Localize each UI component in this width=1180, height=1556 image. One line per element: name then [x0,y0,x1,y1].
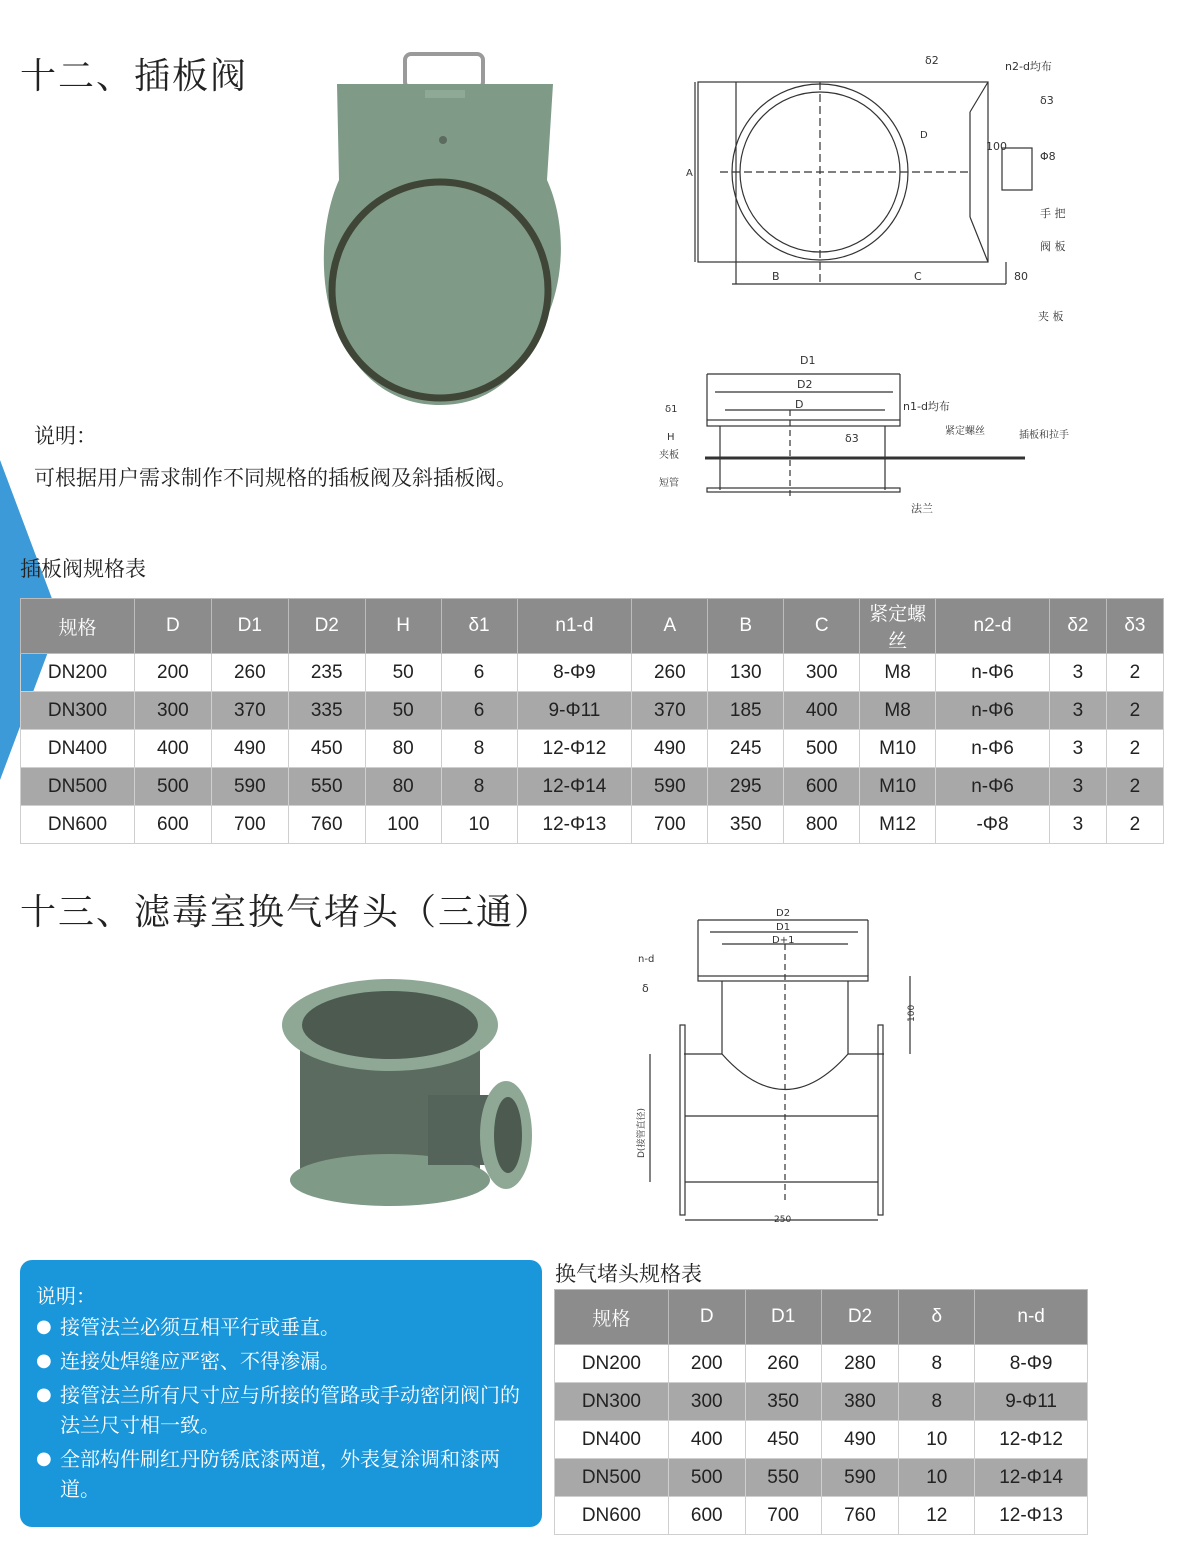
table-cell: n-Φ6 [936,730,1050,768]
table-cell: M8 [860,654,936,692]
label-delta3-side: δ3 [845,432,859,445]
label-A: A [686,168,693,179]
table-cell: 10 [899,1459,975,1497]
table-row [21,730,1164,768]
label-tee-dim250: 250 [774,1215,792,1225]
table-cell: 2 [1106,654,1163,692]
table-cell: 760 [288,806,365,844]
label-tee-delta: δ [642,982,649,995]
label-screw: 紧定螺丝 [945,426,985,437]
section-12-title: 十二、插板阀 [20,56,249,97]
table-cell: 2 [1106,806,1163,844]
table-cell: 12-Φ13 [517,806,632,844]
label-delta3: δ3 [1040,94,1054,107]
table-row [555,1459,1088,1497]
table-cell: DN600 [555,1497,669,1535]
table-header-cell: D [668,1290,745,1345]
table-header-row [21,599,1164,654]
table-cell: 550 [745,1459,821,1497]
table-header-cell: D1 [211,599,288,654]
table-cell: 8 [899,1383,975,1421]
table-cell: DN200 [21,654,135,692]
table-header-cell: n-d [975,1290,1088,1345]
table-cell: 12-Φ12 [517,730,632,768]
table-cell: 12-Φ13 [975,1497,1088,1535]
table-cell: n-Φ6 [936,768,1050,806]
table-cell: 200 [134,654,211,692]
table-row [555,1421,1088,1459]
table-cell: DN300 [21,692,135,730]
table-cell: 550 [288,768,365,806]
table-header-cell: 规格 [555,1290,669,1345]
table-cell: 760 [821,1497,899,1535]
label-delta2: δ2 [925,54,939,67]
table-cell: M10 [860,730,936,768]
table-cell: 200 [668,1345,745,1383]
table-cell: 280 [821,1345,899,1383]
table-cell: 500 [134,768,211,806]
table-cell: 600 [134,806,211,844]
label-tee-dimD: D(接管直径) [637,1108,647,1158]
table-cell: 235 [288,654,365,692]
table-cell: 12-Φ14 [517,768,632,806]
table-header-cell: n1-d [517,599,632,654]
table-cell: n-Φ6 [936,692,1050,730]
label-D2: D2 [797,378,813,391]
table-cell: 100 [365,806,441,844]
label-flange: 法兰 [911,502,933,515]
table-cell: 12 [899,1497,975,1535]
table-cell: M10 [860,768,936,806]
table-cell: 3 [1049,654,1106,692]
section-13-title: 十三、滤毒室换气堵头（三通） [20,892,553,933]
table-cell: 800 [784,806,860,844]
table-cell: 600 [784,768,860,806]
table-cell: 8-Φ9 [975,1345,1088,1383]
table-cell: 350 [745,1383,821,1421]
table-cell: 700 [745,1497,821,1535]
table-cell: 590 [821,1459,899,1497]
table-cell: 80 [365,730,441,768]
label-C: C [914,270,922,283]
table-header-cell: A [632,599,708,654]
table-header-cell: n2-d [936,599,1050,654]
table-header-cell: D2 [288,599,365,654]
table-cell: 300 [668,1383,745,1421]
table-cell: n-Φ6 [936,654,1050,692]
table-cell: 2 [1106,768,1163,806]
table-cell: 80 [365,768,441,806]
table-cell: 3 [1049,692,1106,730]
table-cell: 260 [745,1345,821,1383]
table-cell: 450 [745,1421,821,1459]
table-cell: 245 [708,730,784,768]
tee-notes-list [36,1312,536,1508]
table-cell: 500 [784,730,860,768]
label-clamp-side: 夹板 [659,450,679,461]
table-cell: 10 [441,806,517,844]
table-row [555,1497,1088,1535]
label-pull: 插板和拉手 [1019,430,1069,441]
label-D1: D1 [800,354,816,367]
table-cell: 590 [632,768,708,806]
table-cell: 260 [632,654,708,692]
label-delta1: δ1 [665,404,678,415]
table-cell: 8-Φ9 [517,654,632,692]
table-cell: 3 [1049,806,1106,844]
table-header-cell: D2 [821,1290,899,1345]
table-cell: M12 [860,806,936,844]
label-handle: 手 把 [1040,207,1066,220]
table-cell: 370 [632,692,708,730]
table-cell: DN600 [21,806,135,844]
table-cell: 400 [784,692,860,730]
gate-valve-drawing-top [680,52,1080,332]
table-cell: 6 [441,654,517,692]
label-tee-D2: D2 [776,908,791,919]
table-cell: 295 [708,768,784,806]
table-cell: DN500 [21,768,135,806]
table-cell: 50 [365,692,441,730]
table-header-cell: H [365,599,441,654]
table-cell: 8 [441,730,517,768]
table-cell: 12-Φ14 [975,1459,1088,1497]
table-cell: DN400 [555,1421,669,1459]
table-cell: 50 [365,654,441,692]
table-cell: 350 [708,806,784,844]
table-header-row [555,1290,1088,1345]
table-cell: 185 [708,692,784,730]
table-cell: DN300 [555,1383,669,1421]
table-cell: 490 [632,730,708,768]
label-tee-dim100: 100 [907,1004,917,1022]
table-cell: DN200 [555,1345,669,1383]
table-cell: 370 [211,692,288,730]
label-D-side: D [795,398,804,411]
table-cell: 12-Φ12 [975,1421,1088,1459]
label-dim100: 100 [986,140,1007,153]
table-cell: 3 [1049,730,1106,768]
list-item: ● 连接处焊缝应严密、不得渗漏。 [36,1346,536,1376]
table-cell: 490 [821,1421,899,1459]
tee-table-title: 换气堵头规格表 [555,1262,702,1286]
table-header-cell: C [784,599,860,654]
table-cell: -Φ8 [936,806,1050,844]
table-cell: 2 [1106,692,1163,730]
table-cell: 300 [134,692,211,730]
table-cell: 500 [668,1459,745,1497]
label-B: B [772,270,780,283]
table-row [21,768,1164,806]
gate-valve-drawing-side [655,350,1095,520]
table-header-cell: D [134,599,211,654]
table-row [555,1383,1088,1421]
label-plate: 阀 板 [1040,240,1066,253]
table-header-cell: B [708,599,784,654]
table-header-cell: D1 [745,1290,821,1345]
table-cell: 700 [211,806,288,844]
gate-valve-photo [315,50,565,410]
table-cell: 2 [1106,730,1163,768]
table-cell: DN400 [21,730,135,768]
label-phi8: Φ8 [1040,150,1056,163]
label-n1d: n1-d均布 [903,400,950,413]
label-clamp: 夹 板 [1038,310,1064,323]
table-cell: 3 [1049,768,1106,806]
label-tee-Dplus1: D+1 [772,935,795,946]
table-header-cell: δ1 [441,599,517,654]
table-cell: 260 [211,654,288,692]
table-header-cell: 规格 [21,599,135,654]
label-dim80: 80 [1014,270,1028,283]
label-tee-nd: n-d [638,954,655,965]
label-tee-D1: D1 [776,922,791,933]
table-header-cell: δ [899,1290,975,1345]
table-cell: 600 [668,1497,745,1535]
list-item: ● 接管法兰所有尺寸应与所接的管路或手动密闭阀门的法兰尺寸相一致。 [36,1380,536,1440]
table-cell: 380 [821,1383,899,1421]
label-D: D [920,130,928,141]
table-cell: 335 [288,692,365,730]
label-H: H [667,432,675,443]
table-cell: 450 [288,730,365,768]
section-12-note-text: 可根据用户需求制作不同规格的插板阀及斜插板阀。 [34,466,517,490]
table-row [21,692,1164,730]
tee-notes-label: 说明： [36,1284,96,1308]
table-cell: 490 [211,730,288,768]
list-item: ● 接管法兰必须互相平行或垂直。 [36,1312,536,1342]
table-cell: 700 [632,806,708,844]
table-header-cell: 紧定螺丝 [860,599,936,654]
table-header-cell: δ3 [1106,599,1163,654]
table-cell: 400 [134,730,211,768]
table-row [21,806,1164,844]
table-cell: 400 [668,1421,745,1459]
table-cell: 8 [441,768,517,806]
list-item: ● 全部构件刷红丹防锈底漆两道，外表复涂调和漆两道。 [36,1444,536,1504]
table-cell: M8 [860,692,936,730]
table-cell: 8 [899,1345,975,1383]
label-pipe: 短管 [659,478,679,489]
table-cell: 130 [708,654,784,692]
table-cell: 9-Φ11 [975,1383,1088,1421]
table-row [21,654,1164,692]
table-cell: 590 [211,768,288,806]
tee-drawing [630,900,940,1230]
table-cell: 10 [899,1421,975,1459]
table-cell: 9-Φ11 [517,692,632,730]
gate-valve-table-title: 插板阀规格表 [20,557,146,581]
table-header-cell: δ2 [1049,599,1106,654]
label-n2d: n2-d均布 [1005,60,1052,73]
table-cell: 6 [441,692,517,730]
tee-photo [278,975,538,1210]
section-12-note-label: 说明： [34,424,97,448]
tee-spec-table [554,1289,1088,1535]
table-cell: DN500 [555,1459,669,1497]
tee-notes-box [20,1260,542,1527]
table-cell: 300 [784,654,860,692]
gate-valve-spec-table [20,598,1164,844]
table-row [555,1345,1088,1383]
